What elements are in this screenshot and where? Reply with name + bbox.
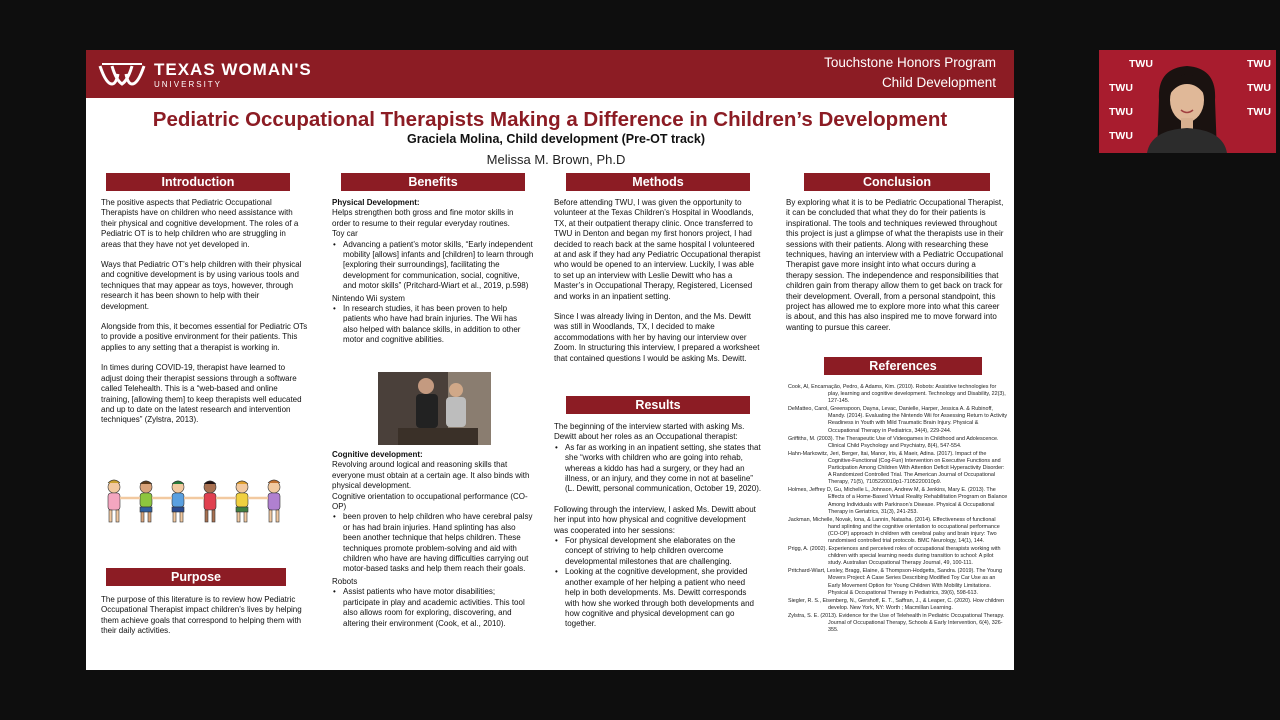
conclusion-text: By exploring what it is to be Pediatric Occupational Therapist, it can be concluded that what they do for their patients is inspirational. The tools and techniques reviewed throughout this project is just a glimpse of what the therapists use in their sessions with their patients. Along with researching these techniques, having an interview with a Pediatric Occupational Therapist gave more insight into what occurs during a therapy session. The independence and responsibilities that children gain from therapy allow them to get back on track for their development. Overall, from a personal standpoint, this project has allowed me to explore more into what this career is about, and this has also inspired me to move forward into wanting to pursue this career. [786, 198, 1004, 332]
reference-item: DeMatteo, Carol, Greenspoon, Dayna, Levac, Danielle, Harper, Jessica A. & Rubinoff, Mandy. (2014). Evaluating the Nintendo Wii for Assessing Return to Activity Readiness in Youth with Mild Traumatic Brain Injury. Physical & Occupational Therapy in Pediatrics, 34(4), 229-244. [788, 406, 1008, 434]
introduction-heading: Introduction [106, 173, 290, 191]
poster-author: Graciela Molina, Child development (Pre-OT track) [407, 132, 705, 146]
poster-advisor: Melissa M. Brown, Ph.D [486, 152, 626, 167]
presenter-webcam[interactable] [1099, 50, 1276, 153]
reference-item: Griffiths, M. (2003). The Therapeutic Use of Videogames in Childhood and Adolescence. Clinical Child Psychology and Psychiatry, 8(4), 547-554. [788, 435, 999, 449]
webcam-backdrop-logo: TWU [1109, 82, 1133, 94]
webcam-backdrop-logo: TWU [1247, 58, 1271, 70]
results-heading: Results [566, 396, 750, 414]
reference-item: Pritchard-Wiart, Lesley, Bragg, Elaine, & Thompson-Hodgetts, Sandra. (2019). The Young Movers Project: A Case Series Describing Modified Toy Car Use as an Early Movement Option for Young Children With Mobility Limitations. Physical & Occupational Therapy in Pediatrics, 39(6), 598-613. [788, 568, 1002, 596]
banner-program-info [824, 53, 996, 93]
reference-item: Holmes, Jeffrey D, Gu, Michelle L, Johnson, Andrew M, & Jenkins, Mary E. (2013). The Effects of a Home-Based Virtual Reality Rehabilitation Program on Balance Among Individuals with Parkinson’s Disease. Physical & Occupational Therapy in Geriatrics, 31(3), 241-253. [788, 487, 1008, 515]
logo-subtitle: UNIVERSITY [154, 80, 223, 89]
coop-label: Cognitive orientation to occupational performance (CO-OP) [332, 491, 528, 512]
reference-item: Zylstra, S. E. (2013). Evidence for the Use of Telehealth in Pediatric Occupational Therapy. Journal of Occupational Therapy, Schools & Early Intervention, 6(4), 326-355. [788, 612, 1005, 634]
methods-heading: Methods [566, 173, 750, 191]
benefits-section-top [332, 198, 534, 348]
logo-wordmark: TEXAS WOMAN'S [154, 60, 312, 79]
therapy-session-photo [378, 372, 491, 445]
results-bullet: • For physical development she elaborates on the concept of striving to help children overcome developmental milestones that are challenging. [554, 536, 762, 567]
cognitive-development-text: Revolving around logical and reasoning skills that everyone must obtain at a certain age. It also binds with physical development. [332, 460, 530, 491]
poster-title: Pediatric Occupational Therapists Making a Difference in Children’s Development [152, 108, 948, 131]
wii-bullet: • In research studies, it has been proven to help patients who have had brain injuries. The Wii has also helped with balance skills, in addition to other motor and cognitive abilities. [332, 304, 534, 346]
conclusion-heading: Conclusion [804, 173, 990, 191]
webcam-backdrop-logo: TWU [1109, 106, 1133, 118]
reference-item: Jackman, Michelle, Novak, Iona, & Lannin, Natasha. (2014). Effectiveness of functional hand splinting and the cognitive orientation to occupational performance (CO-OP) approach in children with cerebral palsy and brain injury: Two randomised controlled trial protocols. BMC Neurology, 14(1), 144. [788, 516, 1000, 544]
research-poster [86, 50, 1014, 670]
webcam-backdrop-logo: TWU [1247, 82, 1271, 94]
references-list [788, 384, 1008, 635]
intro-paragraph: The positive aspects that Pediatric Occupational Therapists have on children who need assistance with their physical and cognitive development. The roles of a Pediatric OT is to help children who are struggling in areas that they have not yet developed in. [101, 198, 299, 249]
reference-item: Cook, Al, Encarnação, Pedro, & Adams, Kim. (2010). Robots: Assistive technologies for play, learning and cognitive development. Technology and Disability, 22(3), 127-145. [788, 384, 1006, 405]
webcam-backdrop-logo: TWU [1247, 106, 1271, 118]
purpose-text: The purpose of this literature is to review how Pediatric Occupational Therapist impact children’s lives by helping them achieve goals that correspond to helping them with their daily activities. [101, 595, 302, 636]
wii-label: Nintendo Wii system [332, 293, 405, 303]
results-section [554, 422, 762, 632]
program-name: Touchstone Honors Program [824, 55, 996, 70]
physical-development-label: Physical Development: [332, 198, 420, 207]
cognitive-development-label: Cognitive development: [332, 450, 423, 459]
physical-development-text: Helps strengthen both gross and fine motor skills in order to resume to their regular everyday routines. [332, 208, 514, 228]
methods-section [554, 198, 762, 374]
results-paragraph: The beginning of the interview started with asking Ms. Dewitt about her roles as an Occupational therapist: [554, 422, 745, 442]
reference-item: Siegler, R. S., Eisenberg, N., Gershoff, E. T., Saffran, J., & Leaper, C. (2020). How children develop. New York, NY: Worth ; Macmillan Learning. [788, 597, 1005, 611]
reference-item: Prigg, A. (2002). Experiences and perceived roles of occupational therapists working with children with special learning needs during transition to school: A pilot study. Australian Occupational Therapy Journal, 49, 100-111. [788, 546, 1001, 567]
twu-logo-icon [98, 60, 146, 90]
twu-logo [98, 58, 328, 92]
coop-bullet: • been proven to help children who have cerebral palsy or has had brain injuries. Hand splinting has also been another technique that helps children. These techniques promote problem-solving and aid with children who have are having difficulties carrying out motor-based tasks and help them reach their goals. [332, 512, 534, 574]
benefits-section-bottom [332, 450, 534, 631]
purpose-section [101, 595, 311, 647]
presenter-figure [1137, 60, 1237, 153]
robots-label: Robots [332, 576, 358, 586]
poster-banner [86, 50, 1014, 98]
toy-car-bullet: • Advancing a patient’s motor skills, “Early independent mobility [allows] infants and [children] to learn through [exploring their surroundings], facilitating the development for communication, social, cognitive, and motor skills” (Pritchard-Wiart et al., 2019, p.598) [332, 240, 534, 292]
purpose-heading: Purpose [106, 568, 286, 586]
webcam-backdrop-logo: TWU [1109, 130, 1133, 142]
methods-paragraph: Since I was already living in Denton, and the Ms. Dewitt was still in Woodlands, TX, I decided to make accommodations with her by having our interview over Zoom. In structuring this interview, I prepared a worksheet that contained questions I would be asking Ms. Dewitt. [554, 312, 760, 363]
toy-car-label: Toy car [332, 229, 358, 239]
benefits-heading: Benefits [341, 173, 525, 191]
intro-paragraph: Ways that Pediatric OT’s help children with their physical and cognitive development is by using various tools and techniques that may appear as toys, however, through research it has been shown to help with their development. [101, 260, 302, 311]
references-heading: References [824, 357, 982, 375]
results-bullet: • As far as working in an inpatient setting, she states that she “works with children who are going into rehab, whereas a kiddo has had a surgery, or they had an illness, or an injury, and they come in not at baseline” (L. Dewitt, personal communication, October 19, 2020). [554, 443, 762, 495]
department-name: Child Development [881, 75, 996, 90]
webcam-backdrop-logo: TWU [1129, 58, 1153, 70]
intro-paragraph: In times during COVID-19, therapist have learned to adjust doing their therapist sessions through a software called Telehealth. This is a “web-based and online training, [allowing them] to keep therapists well educated and up to date on the latest research and intervention techniques” (Zylstra, 2013). [101, 363, 302, 425]
children-holding-hands-illustration [100, 478, 296, 528]
robots-bullet: • Assist patients who have motor disabilities; participate in play and academic activities. This tool also allows room for exploring, discovering, and altering their environment (Cook, et al., 2010). [332, 587, 534, 629]
therapy-photo-image [378, 372, 491, 445]
reference-item: Hahn-Markowitz, Jeri, Berger, Itai, Manor, Iris, & Maeir, Adina. (2017). Impact of the Cognitive-Functional (Cog-Fun) Intervention on Executive Functions and Participation Among Children With Attention Deficit Hyperactivity Disorder: A Randomized Controlled Trial. The American Journal of Occupational Therapy, 71(5), 7105220010p1-7105220010p9. [788, 450, 1005, 486]
conclusion-section [786, 198, 1004, 343]
methods-paragraph: Before attending TWU, I was given the opportunity to volunteer at the Texas Children’s Hospital in Woodlands, TX, at their outpatient therapy clinic. Once transferred to TWU in Denton and began my first honors project, I had decided to reach back at the same hospital I volunteered at and ask if they had any Pediatric Occupational therapist who would be opened to an interview. Luckily, I was able to set up an interview with Leslie Dewitt who has a Master’s in Occupational Therapy, Registered, Licensed and works in an inpatient setting. [554, 198, 761, 301]
results-bullet: • Looking at the cognitive development, she provided another example of her helping a patient who need help in both developments. Ms. Dewitt corresponds with how she worked through both developments and how cognitive and physical development can go together. [554, 567, 762, 629]
intro-paragraph: Alongside from this, it becomes essential for Pediatric OTs to provide a positive environment for their patients. This applies to any setting that a therapist is working in. [101, 322, 308, 352]
results-paragraph: Following through the interview, I asked Ms. Dewitt about her input into how physical and cognitive development was cooperated into her sessions: [554, 504, 756, 535]
introduction-section [101, 198, 308, 436]
